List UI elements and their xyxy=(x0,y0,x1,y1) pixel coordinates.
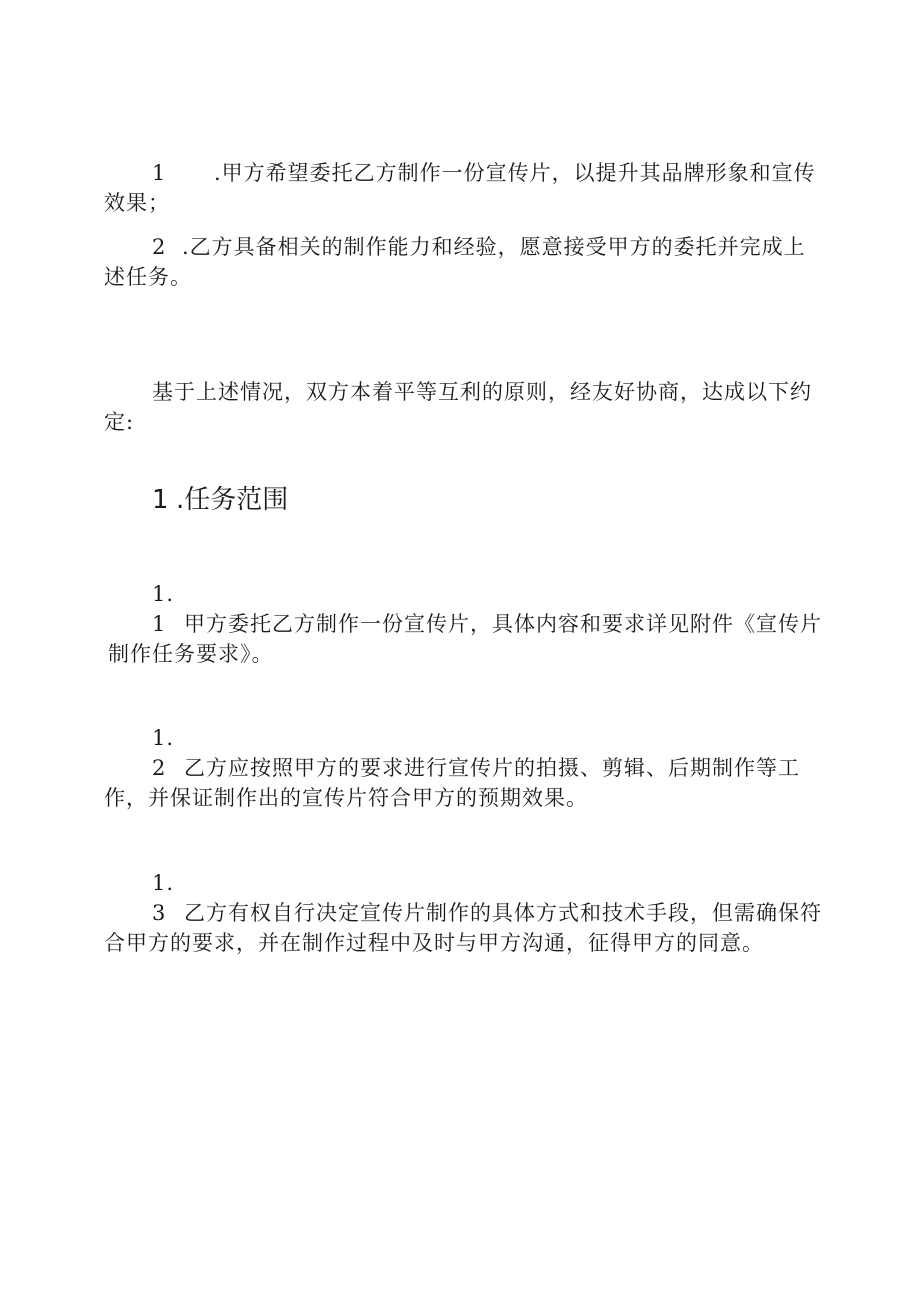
clause-1-1 xyxy=(104,579,824,669)
recital-item-2 xyxy=(104,232,824,292)
section-heading xyxy=(152,482,288,518)
clause-number: 1.1 xyxy=(152,582,175,636)
clause-text: 乙方有权自行决定宣传片制作的具体方式和技术手段，但需确保符合甲方的要求，并在制作过程中及时与甲方沟通，征得甲方的同意。 xyxy=(104,901,822,955)
clause-text: 甲方委托乙方制作一份宣传片，具体内容和要求详见附件《宣传片 xyxy=(184,612,822,636)
intro-paragraph: 基于上述情况，双方本着平等互利的原则，经友好协商，达成以下约定: xyxy=(104,380,812,434)
section-title: .任务范围 xyxy=(176,485,289,515)
recital-text: .乙方具备相关的制作能力和经验，愿意接受甲方的委托并完成上述任务。 xyxy=(104,235,806,289)
recital-number: 2 xyxy=(152,235,167,259)
clause-number: 1.3 xyxy=(152,871,175,925)
recital-item-1 xyxy=(104,158,824,218)
clause-text-continued: 制作任务要求》。 xyxy=(108,642,274,666)
clause-1-2 xyxy=(104,723,824,813)
clause-text: 乙方应按照甲方的要求进行宣传片的拍摄、剪辑、后期制作等工作，并保证制作出的宣传片符合甲方的预期效果。 xyxy=(104,756,800,810)
clause-1-3 xyxy=(104,868,824,958)
recital-number: 1 xyxy=(152,161,167,185)
section-number: 1 xyxy=(152,485,169,515)
clause-number: 1.2 xyxy=(152,726,175,780)
recital-text: .甲方希望委托乙方制作一份宣传片，以提升其品牌形象和宣传效果； xyxy=(104,161,816,215)
